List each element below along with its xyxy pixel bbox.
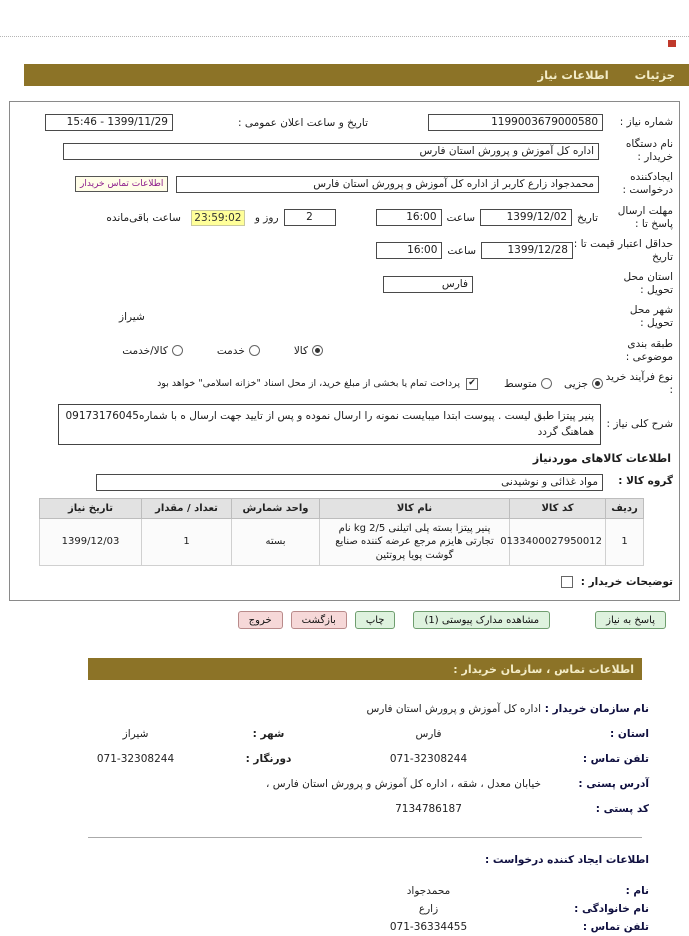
radio-goods-service-icon	[172, 345, 183, 356]
view-attachments-button[interactable]: مشاهده مدارک پیوستی (1)	[413, 611, 550, 629]
postal-code-value: 7134786187	[395, 802, 462, 815]
cell-need-date: 1399/12/03	[40, 518, 142, 566]
page-header-bar	[24, 64, 689, 86]
radio-goods-icon	[312, 345, 323, 356]
cell-index: 1	[606, 518, 644, 566]
creator-phone-label: تلفن تماس :	[582, 921, 649, 934]
col-qty: تعداد / مقدار	[142, 498, 232, 518]
request-creator-section	[50, 854, 649, 936]
buyer-org-label: نام دستگاه خریدار :	[625, 138, 673, 164]
city-label: شهر :	[252, 727, 285, 740]
contact-location-row	[50, 721, 649, 746]
time-word: ساعت	[447, 244, 476, 257]
address-label: آدرس پستی :	[578, 777, 649, 790]
deadline-time-field[interactable]: 16:00	[376, 209, 442, 226]
goods-section-title: اطلاعات کالاهای موردنیاز	[532, 451, 671, 465]
contact-org-row	[50, 696, 649, 721]
postal-code-label: کد پستی :	[595, 802, 649, 815]
org-name-value: اداره کل آموزش و پرورش استان فارس	[366, 702, 541, 715]
first-name-value: محمدجواد	[406, 885, 451, 898]
need-details-panel	[9, 101, 680, 601]
radio-goods-service-label: کالا/خدمت	[122, 344, 168, 357]
tab-details[interactable]: جزئیات	[634, 68, 675, 82]
delivery-province-label: استان محل تحویل :	[623, 271, 673, 297]
city-value: شیراز	[122, 727, 149, 740]
request-creator-section-title: اطلاعات ایجاد کننده درخواست :	[485, 854, 649, 867]
radio-service[interactable]	[217, 345, 260, 357]
creator-row	[20, 171, 673, 197]
announce-datetime-label: تاریخ و ساعت اعلان عمومی :	[237, 116, 368, 129]
action-buttons-row	[0, 611, 666, 629]
goods-group-label: گروه کالا :	[618, 475, 673, 488]
days-word: روز و	[254, 211, 279, 224]
radio-service-icon	[249, 345, 260, 356]
validity-time-field[interactable]: 16:00	[376, 242, 442, 259]
date-word: تاریخ	[577, 211, 598, 224]
cell-unit: بسته	[232, 518, 320, 566]
price-validity-label: حداقل اعتبار قیمت تا : تاریخ	[573, 237, 673, 263]
contact-address-row	[50, 771, 649, 796]
buyer-notes-label: توضیحات خریدار :	[580, 576, 673, 589]
creator-first-name-row	[50, 882, 649, 900]
col-unit: واحد شمارش	[232, 498, 320, 518]
top-separator	[0, 36, 689, 37]
tab-need-info[interactable]: اطلاعات نیاز	[537, 68, 609, 82]
need-number-label: شماره نیاز :	[619, 115, 673, 128]
phone-value: 071-32308244	[389, 752, 468, 765]
buyer-org-field[interactable]: اداره کل آموزش و پرورش استان فارس	[63, 143, 599, 160]
col-need-date: تاریخ نیاز	[40, 498, 142, 518]
radio-goods-label: کالا	[293, 344, 308, 357]
hours-remaining-label: ساعت باقی‌مانده	[106, 211, 181, 224]
need-number-row	[20, 114, 673, 131]
creator-last-name-row	[50, 900, 649, 918]
cell-code: 0133400027950012	[510, 518, 606, 566]
province-value: فارس	[415, 727, 442, 740]
first-name-label: نام :	[625, 885, 649, 898]
province-label: استان :	[610, 727, 649, 740]
need-number-field[interactable]: 1199003679000580	[428, 114, 603, 131]
description-field[interactable]: پنیر پیتزا طبق لیست . پیوست ابتدا میبایست نمونه را ارسال نموده و پس از تایید جهت ارسال ه با شماره09173176045 هماهنگ گردد	[58, 404, 601, 445]
radio-medium-icon	[541, 378, 552, 389]
days-remaining-box: 2	[284, 209, 336, 226]
announce-datetime-field[interactable]: 1399/11/29 - 15:46	[45, 114, 173, 131]
buyer-org-row	[20, 138, 673, 164]
countdown-timer: 23:59:02	[191, 210, 245, 226]
buyer-contact-section	[50, 696, 649, 821]
delivery-province-field[interactable]: فارس	[383, 276, 473, 293]
org-name-label: نام سازمان خریدار :	[544, 702, 649, 715]
table-row	[40, 518, 644, 566]
radio-minor-label: جزیی	[564, 377, 588, 390]
buyer-contact-section-title: اطلاعات تماس ، سازمان خریدار :	[453, 662, 634, 676]
exit-button[interactable]: خروج	[238, 611, 283, 629]
purchase-process-label: نوع فرآیند خرید :	[605, 370, 673, 396]
fax-value: 071-32308244	[96, 752, 175, 765]
col-index: ردیف	[606, 498, 644, 518]
description-label: شرح کلی نیاز :	[606, 417, 673, 430]
creator-phone-value: 071-36334455	[389, 921, 468, 934]
treasury-note: پرداخت تمام یا بخشی از مبلغ خرید، از محل اسناد "خزانه اسلامی" خواهد بود	[157, 378, 461, 390]
radio-minor[interactable]	[564, 378, 603, 390]
radio-minor-icon	[592, 378, 603, 389]
last-name-value: زارع	[418, 903, 439, 916]
radio-goods-service[interactable]	[122, 345, 183, 357]
col-code: کد کالا	[510, 498, 606, 518]
goods-group-row	[20, 474, 673, 491]
radio-goods[interactable]	[294, 345, 323, 357]
buyer-contact-section-bar	[88, 658, 642, 680]
price-validity-row	[20, 238, 673, 264]
treasury-checkbox[interactable]	[466, 378, 478, 390]
delivery-city-label: شهر محل تحویل :	[629, 304, 673, 330]
goods-group-field[interactable]: مواد غذائی و نوشیدنی	[96, 474, 603, 491]
last-name-label: نام خانوادگی :	[574, 903, 649, 916]
category-label: طبقه بندی موضوعی :	[625, 337, 673, 363]
goods-table	[39, 498, 644, 567]
respond-to-need-button[interactable]: پاسخ به نیاز	[595, 611, 666, 629]
radio-medium-label: متوسط	[504, 377, 538, 390]
category-row	[20, 338, 673, 364]
print-button[interactable]: چاپ	[355, 611, 396, 629]
fax-label: دورنگار :	[245, 752, 292, 765]
delivery-city-row	[20, 304, 673, 330]
buyer-notes-checkbox[interactable]	[561, 576, 573, 588]
deadline-date-field[interactable]: 1399/12/02	[480, 209, 572, 226]
radio-medium[interactable]	[504, 378, 552, 390]
back-button[interactable]: بازگشت	[291, 611, 347, 629]
time-word: ساعت	[446, 211, 476, 224]
phone-label: تلفن تماس :	[582, 752, 649, 765]
deadline-row	[20, 205, 673, 231]
cell-qty: 1	[142, 518, 232, 566]
creator-field[interactable]: محمدجواد زارع کاربر از اداره کل آموزش و پرورش استان فارس	[176, 176, 599, 193]
creator-phone-row	[50, 918, 649, 936]
delivery-province-row	[20, 271, 673, 297]
buyer-contact-info-button[interactable]: اطلاعات تماس خریدار	[75, 176, 168, 192]
buyer-notes-row	[20, 576, 673, 588]
contact-phone-row	[50, 746, 649, 771]
contact-postal-row	[50, 796, 649, 821]
radio-service-label: خدمت	[216, 344, 245, 357]
address-value: خیابان معدل ، شقه ، اداره کل آموزش و پرورش استان فارس ،	[265, 777, 541, 790]
goods-table-header-row	[40, 498, 644, 518]
col-name: نام کالا	[320, 498, 510, 518]
cell-name: پنیر پیتزا بسته پلی اتیلنی 2/5 kg نام تجارتی هایزم مرجع عرضه کننده صنایع گوشت پویا پروتئین	[320, 518, 510, 566]
creator-label: ایجادکننده درخواست :	[622, 171, 673, 197]
top-right-marker	[668, 40, 676, 47]
section-divider	[88, 837, 642, 838]
deadline-label: مهلت ارسال پاسخ تا :	[617, 204, 673, 230]
delivery-city-value: شیراز	[119, 311, 145, 324]
validity-date-field[interactable]: 1399/12/28	[481, 242, 573, 259]
description-row	[20, 404, 673, 445]
purchase-process-row	[20, 371, 673, 397]
